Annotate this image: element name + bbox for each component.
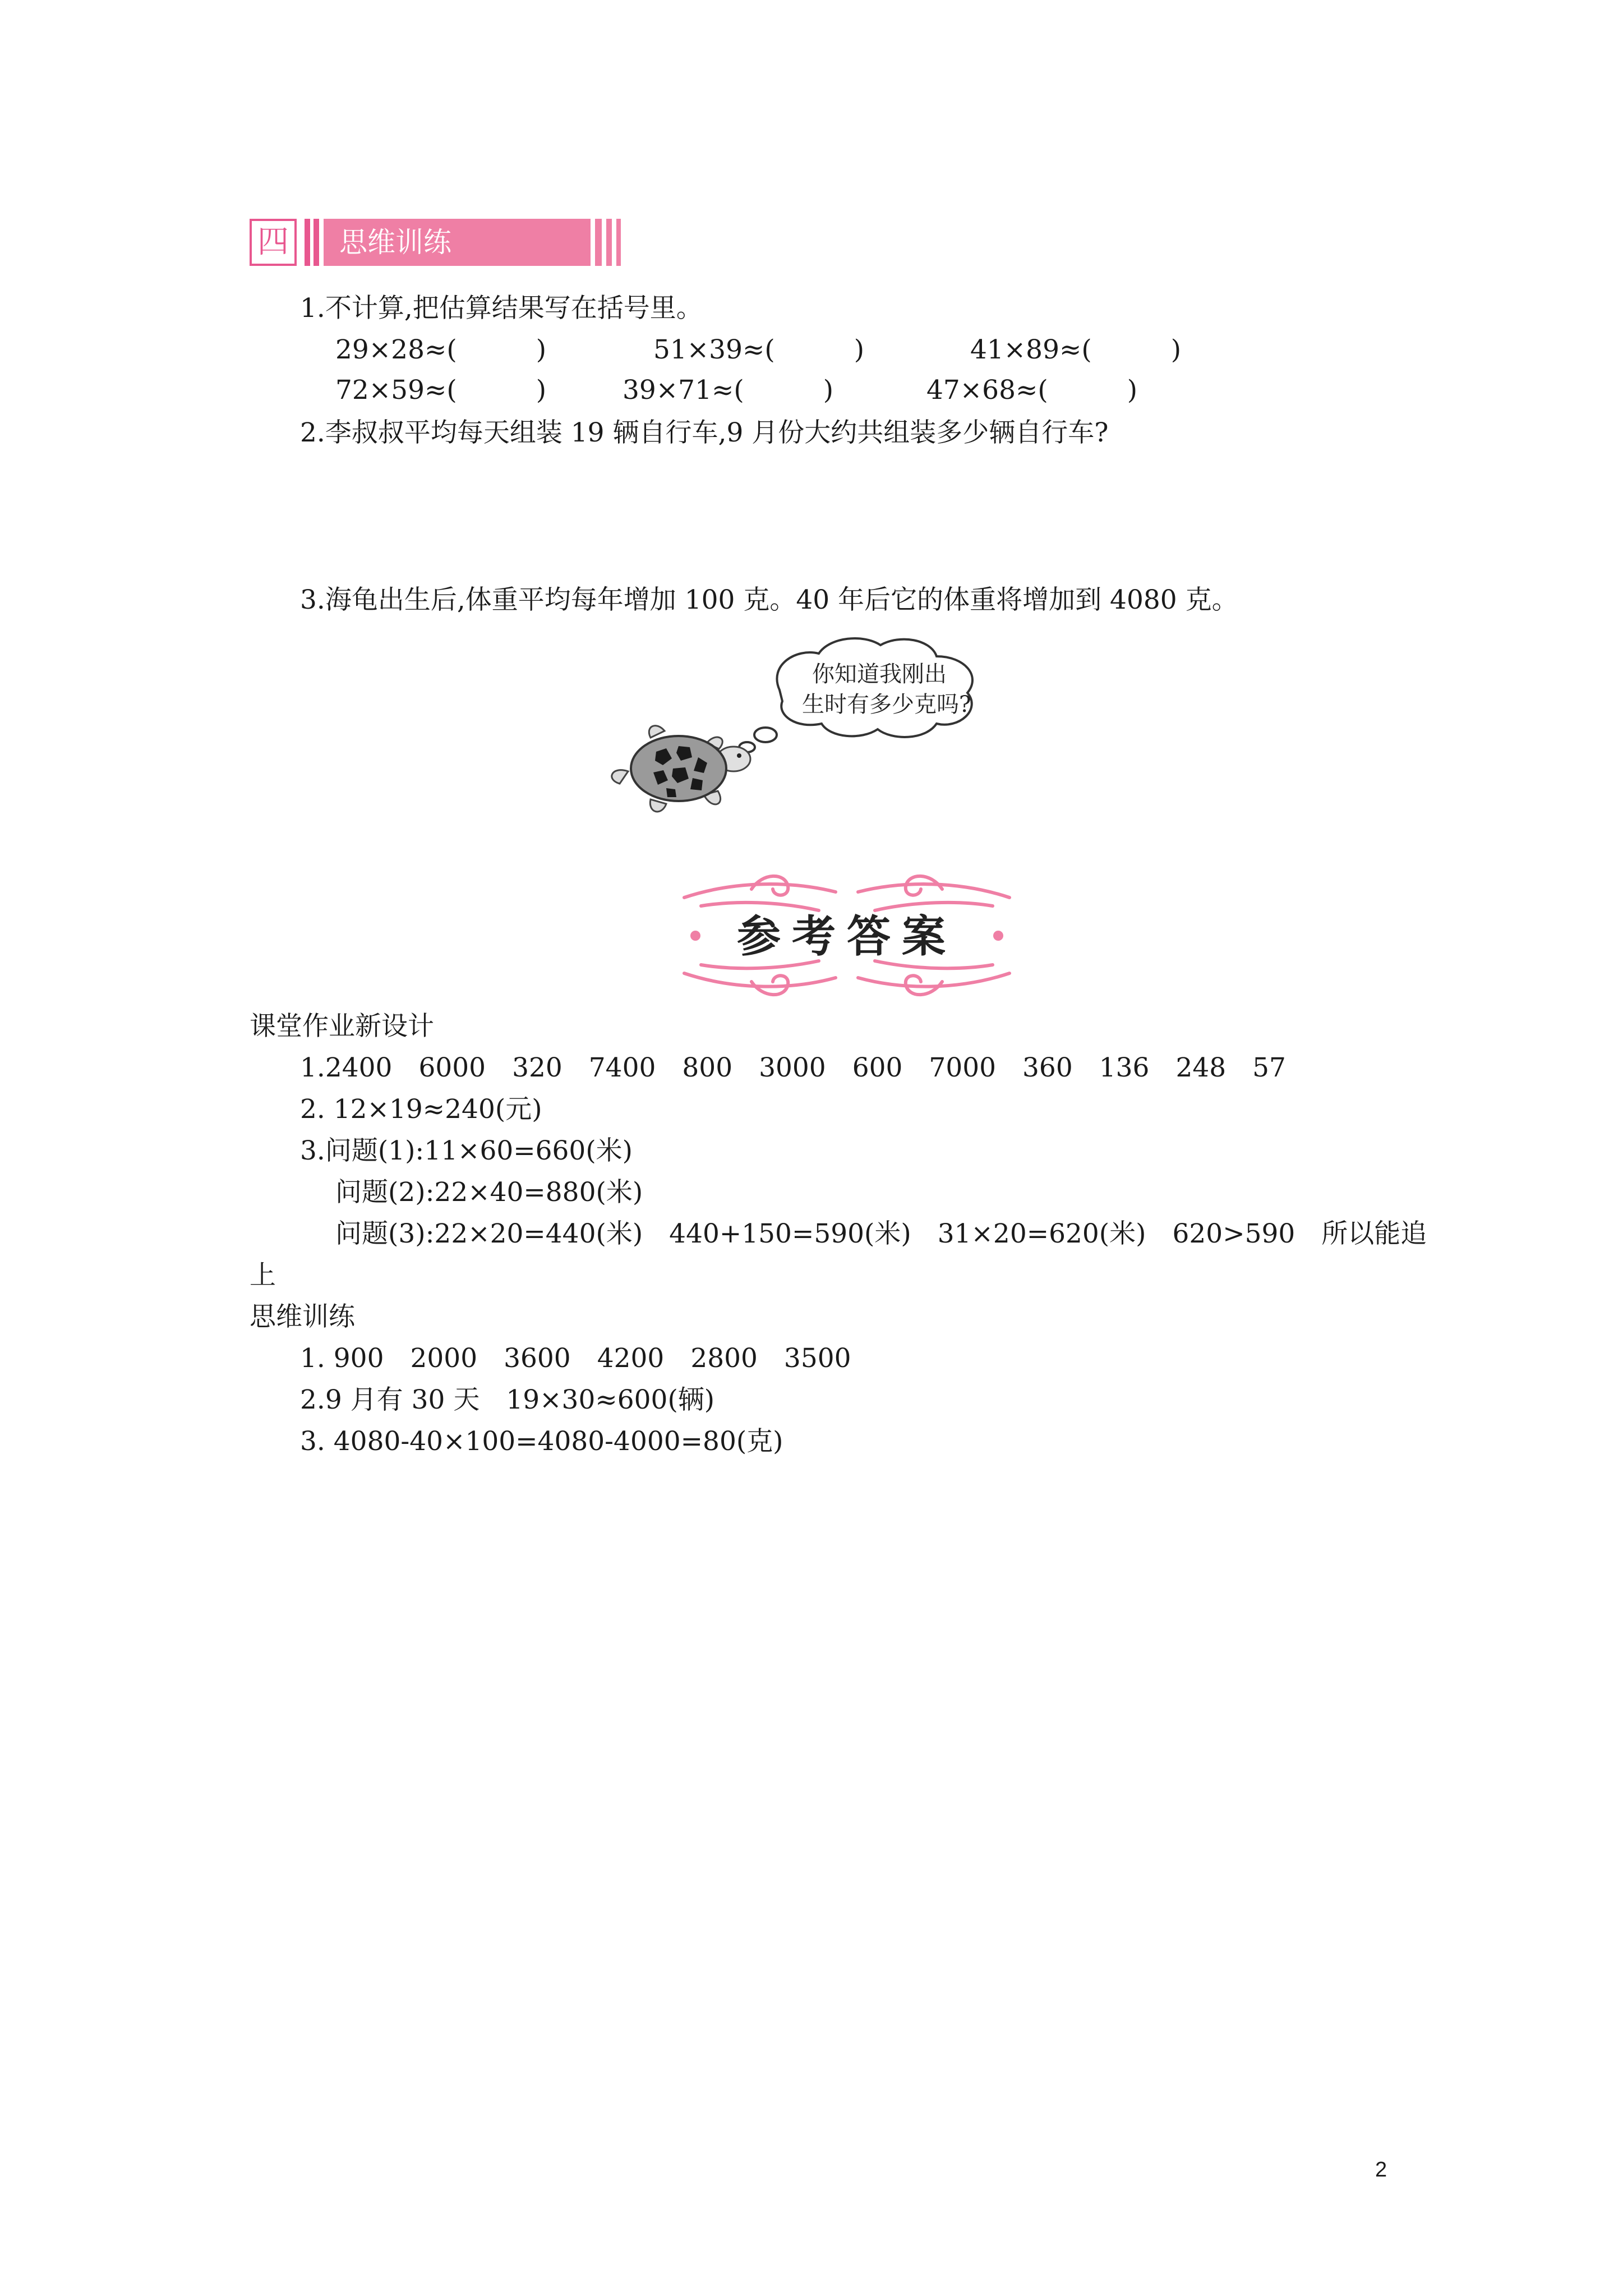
estimate-item: 41×89≈( ) <box>970 334 1182 365</box>
section-title: 思维训练 <box>324 219 576 266</box>
estimate-item: 29×28≈( ) <box>335 334 547 365</box>
estimate-item: 51×39≈( ) <box>653 334 865 365</box>
answer-line: 问题(2):22×40=880(米) <box>335 1177 643 1208</box>
estimate-item: 47×68≈( ) <box>926 375 1138 406</box>
question-2: 2.李叔叔平均每天组装 19 辆自行车,9 月份大约共组装多少辆自行车? <box>300 417 1109 448</box>
section-banner <box>250 219 625 266</box>
estimate-item: 39×71≈( ) <box>623 375 834 406</box>
banner-tail <box>606 219 612 266</box>
answers-thinking-heading: 思维训练 <box>250 1301 355 1332</box>
answer-line: 上 <box>250 1260 276 1291</box>
turtle-illustration <box>594 631 1043 825</box>
bubble-line-1: 你知道我刚出 <box>812 661 947 687</box>
question-1: 1.不计算,把估算结果写在括号里。 <box>300 293 703 324</box>
estimate-item: 72×59≈( ) <box>335 375 547 406</box>
banner-tail <box>576 219 591 266</box>
banner-tail <box>595 219 602 266</box>
banner-stripe <box>313 219 319 266</box>
answer-line: 1.2400 6000 320 7400 800 3000 600 7000 360 136 248 57 <box>300 1052 1286 1083</box>
answer-line: 3.问题(1):11×60=660(米) <box>300 1135 633 1166</box>
answer-line: 1. 900 2000 3600 4200 2800 3500 <box>300 1343 851 1374</box>
section-number: 四 <box>250 219 297 266</box>
answer-line: 2.9 月有 30 天 19×30≈600(辆) <box>300 1384 715 1415</box>
banner-tail <box>616 219 621 266</box>
banner-stripe <box>305 219 310 266</box>
answer-line: 3. 4080-40×100=4080-4000=80(克) <box>300 1426 783 1457</box>
answers-classwork-heading: 课堂作业新设计 <box>250 1011 434 1042</box>
bubble-line-2: 生时有多少克吗? <box>802 692 971 717</box>
question-3: 3.海龟出生后,体重平均每年增加 100 克。40 年后它的体重将增加到 4080 克。 <box>300 585 1238 615</box>
answer-title: 参考答案 <box>736 911 957 962</box>
answer-line: 2. 12×19≈240(元) <box>300 1094 542 1125</box>
page-number: 2 <box>1375 2158 1387 2182</box>
answer-badge <box>667 867 1026 1001</box>
answer-line: 问题(3):22×20=440(米) 440+150=590(米) 31×20=620(米) 620>590 所以能追 <box>335 1218 1427 1249</box>
